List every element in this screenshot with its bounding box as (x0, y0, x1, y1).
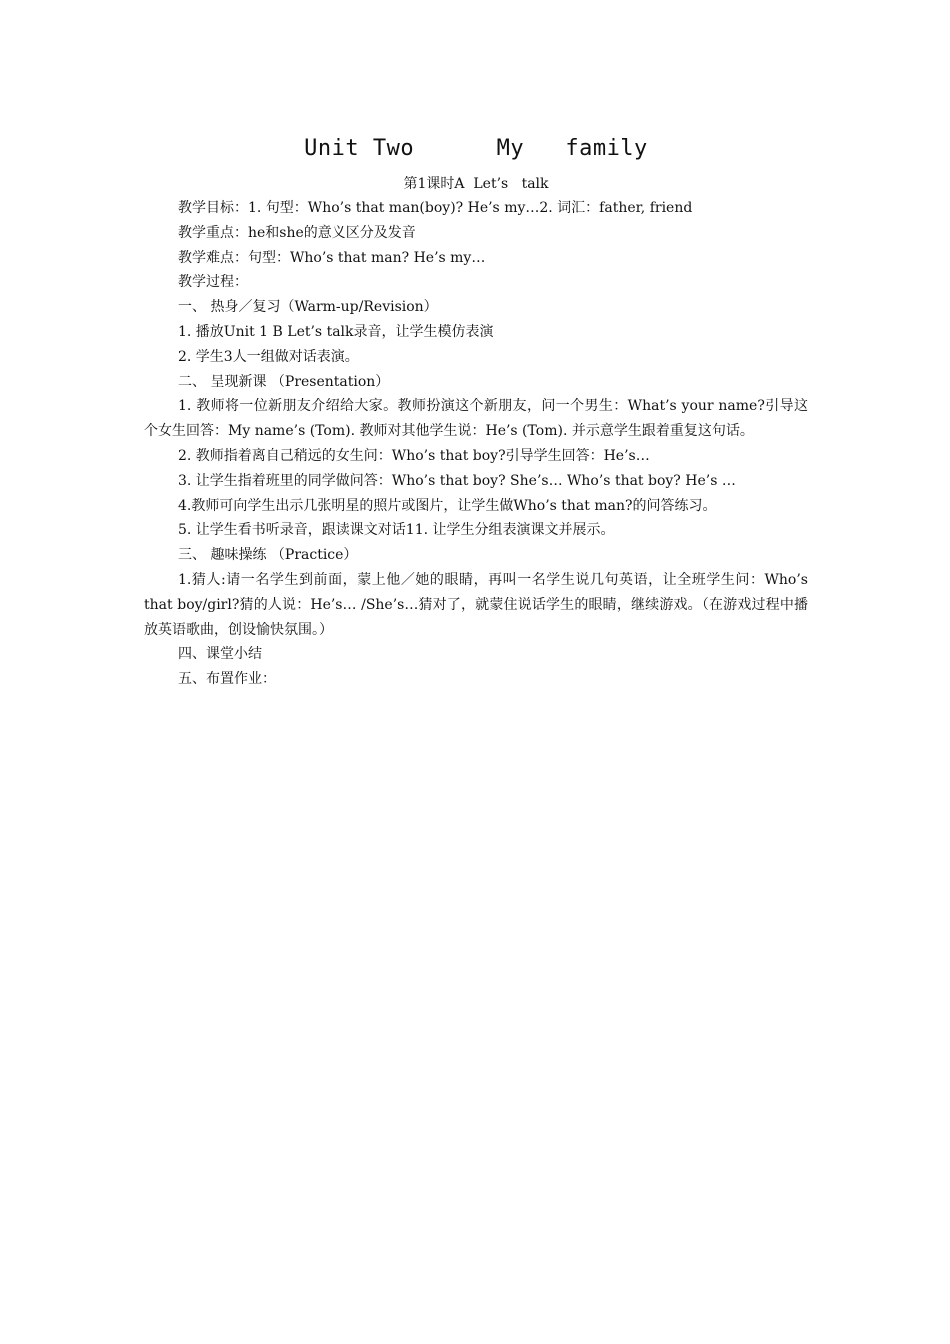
section-presentation-heading: 二、 呈现新课 （Presentation） (178, 373, 390, 390)
section-warmup-heading: 一、 热身／复习（Warm-up/Revision） (178, 299, 438, 316)
document-title: Unit Two My family (304, 136, 648, 161)
lesson-subtitle: 第1课时A Let’s talk (403, 176, 549, 192)
section-homework-heading: 五、布置作业： (178, 671, 276, 688)
presentation-step-1: 1. 教师将一位新朋友介绍给大家。教师扮演这个新朋友，问一个男生：What’s your name?引导这个女生回答：My name’s (Tom). 教师对其他学生说：He’s (Tom). 并示意学生跟着重复这句话。 (144, 398, 808, 440)
presentation-step-4: 4.教师可向学生出示几张明星的照片或图片，让学生做Who’s that man?的问答练习。 (178, 497, 717, 514)
teaching-key-points: 教学重点：he和she的意义区分及发音 (178, 224, 416, 241)
teaching-objectives: 教学目标：1. 句型：Who’s that man(boy)? He’s my…2. 词汇：father, friend (178, 200, 693, 216)
presentation-step-3: 3. 让学生指着班里的同学做问答：Who’s that boy? She’s… Who’s that boy? He’s … (178, 472, 736, 489)
presentation-step-5: 5. 让学生看书听录音，跟读课文对话11. 让学生分组表演课文并展示。 (178, 522, 615, 539)
section-practice-heading: 三、 趣味操练 （Practice） (178, 547, 358, 564)
section-summary-heading: 四、课堂小结 (178, 646, 262, 663)
presentation-step-2: 2. 教师指着离自己稍远的女生问：Who’s that boy?引导学生回答：He’s… (178, 447, 650, 464)
document-body (144, 130, 808, 692)
warmup-step-2: 2. 学生3人一组做对话表演。 (178, 348, 359, 365)
warmup-step-1: 1. 播放Unit 1 B Let’s talk录音，让学生模仿表演 (178, 323, 494, 340)
practice-step-1: 1.猜人:请一名学生到前面，蒙上他／她的眼睛，再叫一名学生说几句英语，让全班学生问：Who’s that boy/girl?猜的人说：He’s… /She’s…猜对了，就蒙住说话学生的眼睛，继续游戏。（在游戏过程中播放英语歌曲，创设愉快氛围。） (144, 571, 808, 638)
teaching-process-heading: 教学过程： (178, 274, 248, 291)
teaching-difficulties: 教学难点：句型：Who’s that man? He’s my… (178, 249, 486, 266)
